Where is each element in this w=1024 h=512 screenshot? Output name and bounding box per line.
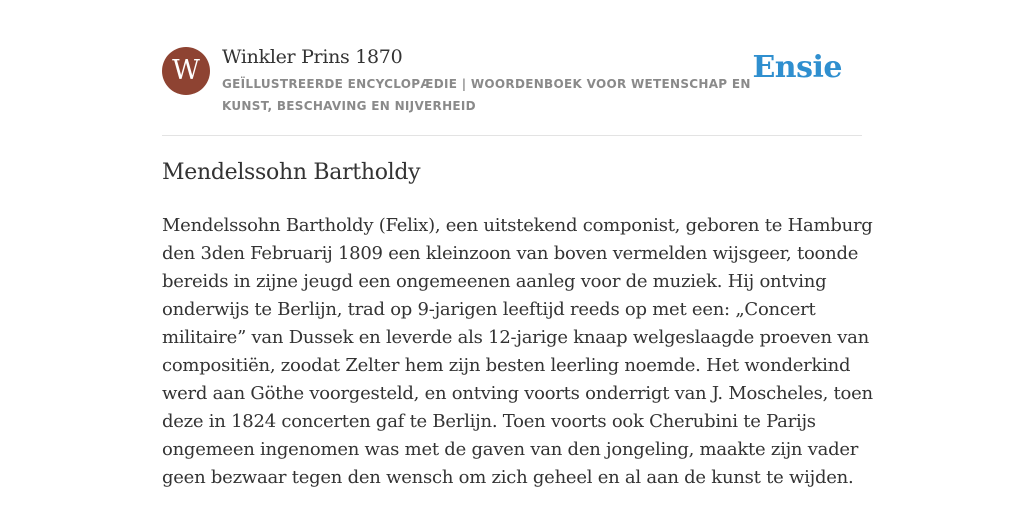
entry-body-line: geen bezwaar tegen den wensch om zich geheel en al aan de kunst te wijden. (162, 467, 854, 488)
source-subtitle-line-2: KUNST, BESCHAVING EN NIJVERHEID (222, 99, 476, 113)
source-subtitle (222, 73, 762, 117)
entry-body-line: Mendelssohn Bartholdy (Felix), een uitstekend componist, geboren te Hamburg (162, 215, 873, 236)
source-subtitle-line-1: GEÏLLUSTREERDE ENCYCLOPÆDIE | WOORDENBOEK VOOR WETENSCHAP EN (222, 77, 751, 91)
source-header (162, 44, 862, 134)
entry-body-line: werd aan Göthe voorgesteld, en ontving voorts onderrigt van J. Moscheles, toen (162, 383, 873, 404)
entry-body-line: onderwijs te Berlijn, trad op 9-jarigen leeftijd reeds op met een: „Concert (162, 299, 816, 320)
entry-body-line: militaire” van Dussek en leverde als 12-jarige knaap welgeslaagde proeven van (162, 327, 870, 348)
source-avatar[interactable]: W (162, 47, 210, 95)
source-title[interactable]: Winkler Prins 1870 (222, 46, 403, 68)
entry-body (162, 212, 873, 492)
entry-title: Mendelssohn Bartholdy (162, 160, 421, 185)
entry-body-line: bereids in zijne jeugd een ongemeenen aanleg voor de muziek. Hij ontving (162, 271, 827, 292)
entry-body-line: den 3den Februarij 1809 een kleinzoon van boven vermelden wijsgeer, toonde (162, 243, 859, 264)
header-divider (162, 135, 862, 136)
entry-body-line: compositiën, zoodat Zelter hem zijn besten leerling noemde. Het wonderkind (162, 355, 851, 376)
entry-body-line: ongemeen ingenomen was met de gaven van den jongeling, maakte zijn vader (162, 439, 859, 460)
ensie-logo-link[interactable]: Ensie (752, 50, 842, 85)
entry-body-line: deze in 1824 concerten gaf te Berlijn. Toen voorts ook Cherubini te Parijs (162, 411, 816, 432)
